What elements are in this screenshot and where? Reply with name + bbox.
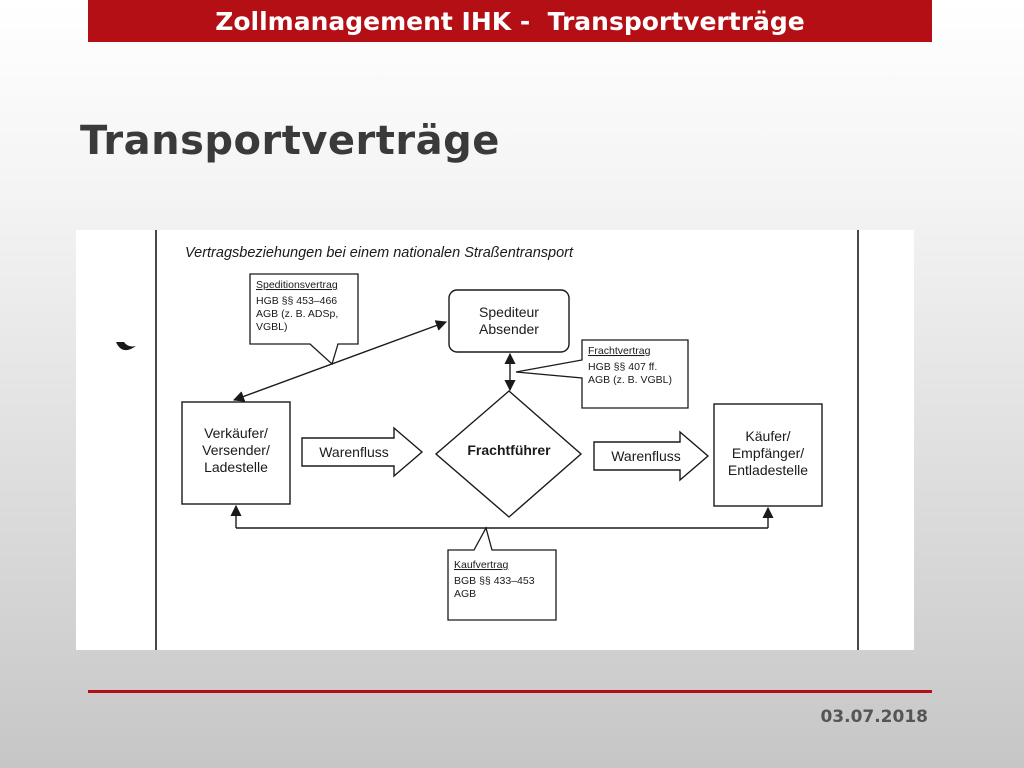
verkaeufer-label: Verkäufer/ [204, 425, 268, 441]
diagram-svg [76, 230, 914, 650]
kaeufer-label: Käufer/ [745, 428, 791, 444]
speditionsvertrag-title: Speditionsvertrag [256, 279, 338, 291]
speditionsvertrag-line: AGB (z. B. ADSp, [256, 308, 339, 320]
kaeufer-label: Entladestelle [727, 462, 809, 478]
spediteur-box [449, 290, 569, 352]
header-bar [88, 0, 932, 42]
footer-date: 03.07.2018 [820, 707, 928, 727]
kaufvertrag-callout [448, 528, 556, 620]
speditionsvertrag-line: HGB §§ 453–466 [256, 295, 338, 307]
verkaeufer-label: Ladestelle [204, 459, 268, 475]
frachtfuehrer-diamond [436, 391, 581, 517]
kaufvertrag-line: BGB §§ 433–453 [454, 575, 535, 587]
diagram-caption: Vertragsbeziehungen bei einem nationalen Straßentransport [185, 245, 573, 261]
kaufvertrag-title: Kaufvertrag [454, 559, 509, 571]
frachtvertrag-title: Frachtvertrag [588, 345, 651, 357]
verkaeufer-label: Versender/ [202, 442, 270, 458]
footer-divider [88, 690, 932, 693]
speditionsvertrag-callout [250, 274, 358, 364]
warenfluss-arrow-right [594, 432, 708, 480]
frachtvertrag-line: HGB §§ 407 ff. [588, 361, 658, 373]
kaeufer-label: Empfänger/ [731, 445, 805, 461]
frachtvertrag-line: AGB (z. B. VGBL) [588, 374, 673, 386]
scan-mark [116, 342, 136, 350]
verkaeufer-box [182, 402, 290, 504]
spediteur-label: Spediteur [479, 304, 539, 320]
warenfluss-label: Warenfluss [611, 448, 681, 464]
kaufvertrag-line: AGB [454, 588, 477, 600]
diagram-figure [76, 230, 914, 650]
frachtfuehrer-label: Frachtführer [467, 442, 551, 458]
kaeufer-box [714, 404, 822, 506]
warenfluss-label: Warenfluss [319, 444, 389, 460]
page-title: Transportverträge [80, 118, 500, 164]
speditionsvertrag-line: VGBL) [256, 321, 288, 333]
spediteur-label: Absender [479, 321, 539, 337]
warenfluss-arrow-left [302, 428, 422, 476]
header-title: Zollmanagement IHK - Transportverträge [215, 6, 805, 36]
